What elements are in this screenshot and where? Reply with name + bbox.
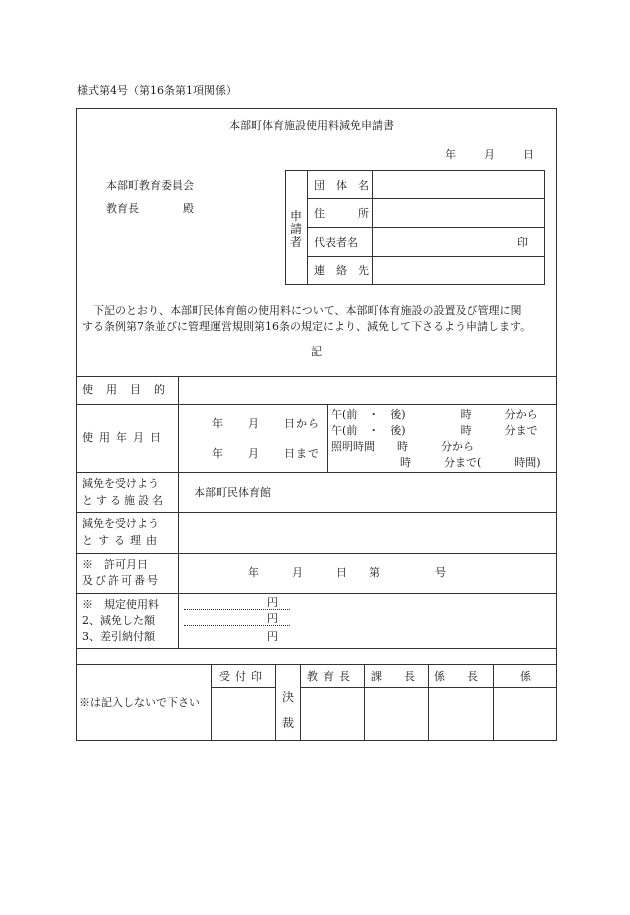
- applicant-side-label: 申請者: [289, 209, 302, 249]
- recipient-title: 教育長 殿: [106, 202, 194, 215]
- lighting-from[interactable]: 照明時間 時 分から: [331, 440, 474, 453]
- period-date-from[interactable]: 年 月 日から: [212, 417, 320, 430]
- approver-superintendent: 教育長: [307, 670, 355, 683]
- seal-mark: 印: [517, 236, 528, 249]
- fee-label-1: ※ 規定使用料: [82, 598, 159, 611]
- approver-section-chief: 課 長: [371, 670, 415, 683]
- permit-label-2: 及び許可番号: [82, 574, 160, 587]
- purpose-label: 使 用 目 的: [82, 383, 166, 396]
- approver-staff: 係: [520, 670, 531, 683]
- recipient-org: 本部町教育委員会: [106, 179, 194, 192]
- date-line: 年 月 日: [445, 148, 536, 161]
- fee-line-1[interactable]: [184, 609, 290, 610]
- body-text-line-1: 下記のとおり、本部町民体育館の使用料について、本部町体育施設の設置及び管理に関: [82, 304, 522, 317]
- approver-subsection-chief: 係 長: [434, 670, 478, 683]
- stamp-box[interactable]: [211, 687, 276, 741]
- permit-label-1: ※ 許可月日: [82, 558, 148, 571]
- fee-line-2[interactable]: [184, 625, 290, 626]
- form-number: 様式第4号（第16条第1項関係）: [77, 84, 237, 97]
- permit-value[interactable]: 年 月 日 第 号: [248, 566, 446, 579]
- label-contact: 連 絡 先: [314, 264, 369, 277]
- period-date-to[interactable]: 年 月 日まで: [212, 447, 320, 460]
- time-to[interactable]: 午(前 ・ 後) 時 分まで: [331, 424, 538, 437]
- fee-label-2: 2、減免した額: [82, 614, 155, 627]
- label-representative: 代表者名: [314, 236, 358, 249]
- reason-label-2: とする理由: [82, 534, 162, 547]
- section-chief-stamp-box[interactable]: [364, 687, 429, 741]
- facility-label-2: とする施設名: [82, 494, 166, 507]
- facility-value[interactable]: 本部町民体育館: [194, 486, 271, 499]
- label-group-name: 団 体 名: [314, 179, 369, 192]
- staff-stamp-box[interactable]: [493, 687, 557, 741]
- office-note: ※は記入しないで下さい: [79, 696, 200, 709]
- fee-label-3: 3、差引納付額: [82, 630, 155, 643]
- facility-label-1: 減免を受けよう: [82, 477, 159, 490]
- reason-label-1: 減免を受けよう: [82, 517, 159, 530]
- body-text-line-2: する条例第7条並びに管理運営規則第16条の規定により、減免して下さるよう申請します。: [82, 320, 532, 333]
- label-address: 住 所: [314, 207, 369, 220]
- ki-label: 記: [311, 345, 322, 358]
- lighting-to[interactable]: 時 分まで( 時間): [400, 456, 541, 469]
- fee-unit-2: 円: [267, 612, 278, 625]
- subsection-chief-stamp-box[interactable]: [428, 687, 493, 741]
- form-title: 本部町体育施設使用料減免申請書: [229, 119, 394, 132]
- superintendent-stamp-box[interactable]: [300, 687, 365, 741]
- fee-unit-1: 円: [267, 596, 278, 609]
- fee-unit-3: 円: [267, 630, 278, 643]
- decision-label: 決裁: [281, 690, 294, 730]
- period-label: 使用年月日: [82, 431, 167, 444]
- stamp-label: 受付印: [219, 670, 267, 683]
- time-from[interactable]: 午(前 ・ 後) 時 分から: [331, 408, 538, 421]
